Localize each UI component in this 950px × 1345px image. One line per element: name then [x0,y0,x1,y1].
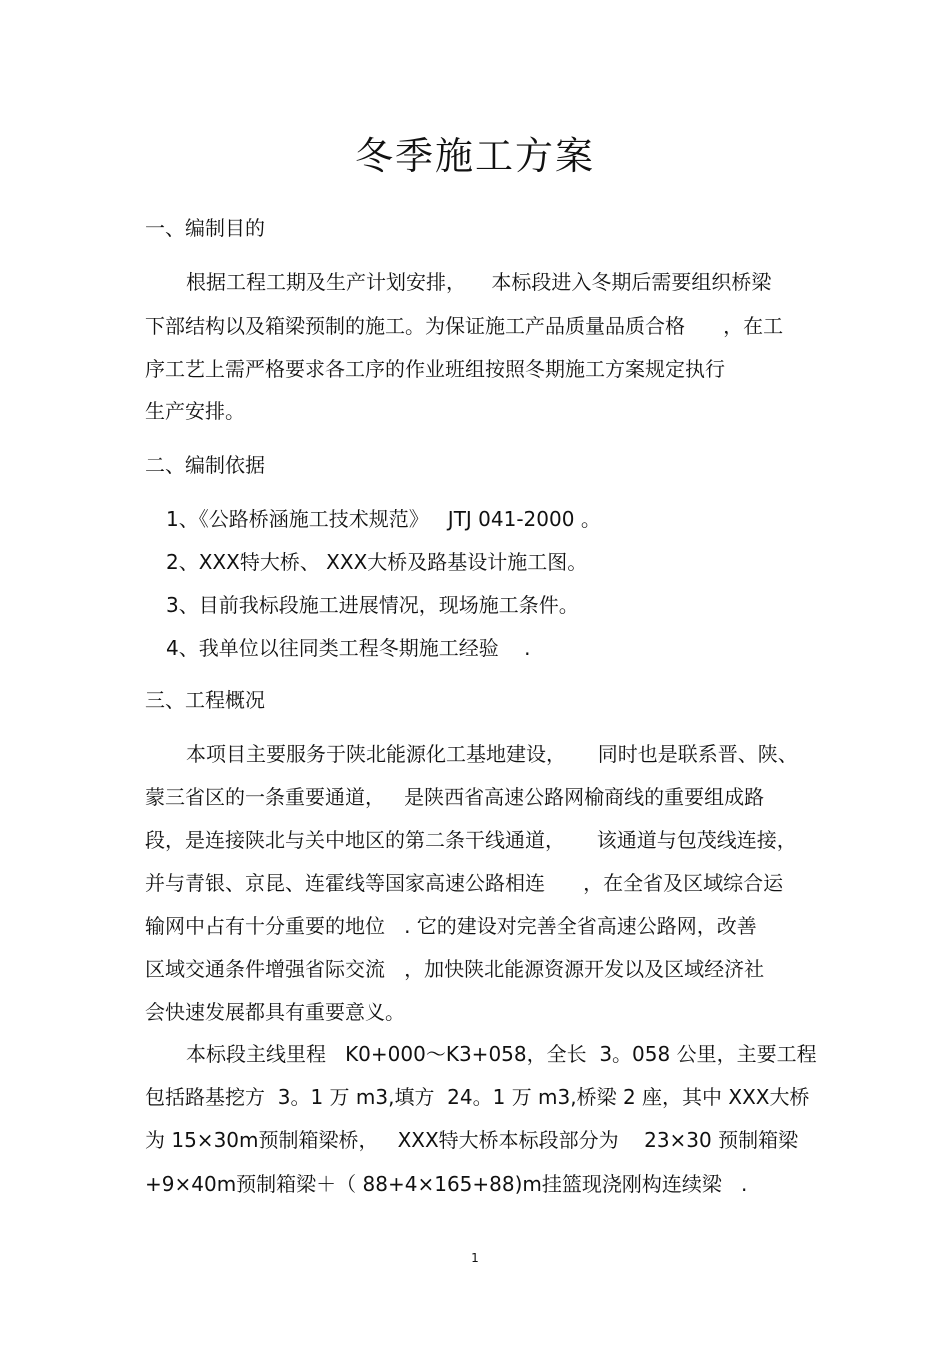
paragraph-line: 包括路基挖方 3。1 万 m3,填方 24。1 万 m3,桥梁 2 座，其中 XXX大桥 [145,1085,810,1109]
paragraph-line: 序工艺上需严格要求各工序的作业班组按照冬期施工方案规定执行 [145,357,725,381]
section-heading-basis: 二、编制依据 [145,453,265,477]
list-item: 4、我单位以往同类工程冬期施工经验 . [166,636,531,660]
paragraph-line: 并与青银、京昆、连霍线等国家高速公路相连 ，在全省及区域综合运 [145,871,784,895]
paragraph-line: 区域交通条件增强省际交流 ，加快陕北能源资源开发以及区域经济社 [145,957,765,981]
paragraph-line: +9×40m预制箱梁＋（ 88+4×165+88)m挂篮现浇刚构连续梁 . [145,1172,748,1196]
paragraph-line: 输网中占有十分重要的地位 . 它的建设对完善全省高速公路网，改善 [145,914,757,938]
paragraph-line: 根据工程工期及生产计划安排， 本标段进入冬期后需要组织桥梁 [186,270,772,294]
list-item: 1、《公路桥涵施工技术规范》 JTJ 041-2000 。 [166,507,601,531]
paragraph-line: 生产安排。 [145,399,245,423]
paragraph-line: 本项目主要服务于陕北能源化工基地建设， 同时也是联系晋、陕、 [186,742,798,766]
document-title: 冬季施工方案 [354,134,595,178]
list-item: 2、XXX特大桥、 XXX大桥及路基设计施工图。 [166,550,588,574]
section-heading-purpose: 一、编制目的 [145,216,265,240]
paragraph-line: 下部结构以及箱梁预制的施工。为保证施工产品质量品质合格 ，在工 [145,314,784,338]
section-heading-overview: 三、工程概况 [145,688,265,712]
paragraph-line: 为 15×30m预制箱梁桥， XXX特大桥本标段部分为 23×30 预制箱梁 [145,1128,799,1152]
page-number: 1 [471,1251,479,1265]
list-item: 3、目前我标段施工进展情况，现场施工条件。 [166,593,579,617]
paragraph-line: 蒙三省区的一条重要通道， 是陕西省高速公路网榆商线的重要组成路 [145,785,765,809]
paragraph-line: 段，是连接陕北与关中地区的第二条干线通道， 该通道与包茂线连接， [145,828,797,852]
paragraph-line: 会快速发展都具有重要意义。 [145,1000,405,1024]
paragraph-line: 本标段主线里程 K0+000～K3+058，全长 3。058 公里，主要工程 [186,1042,817,1066]
